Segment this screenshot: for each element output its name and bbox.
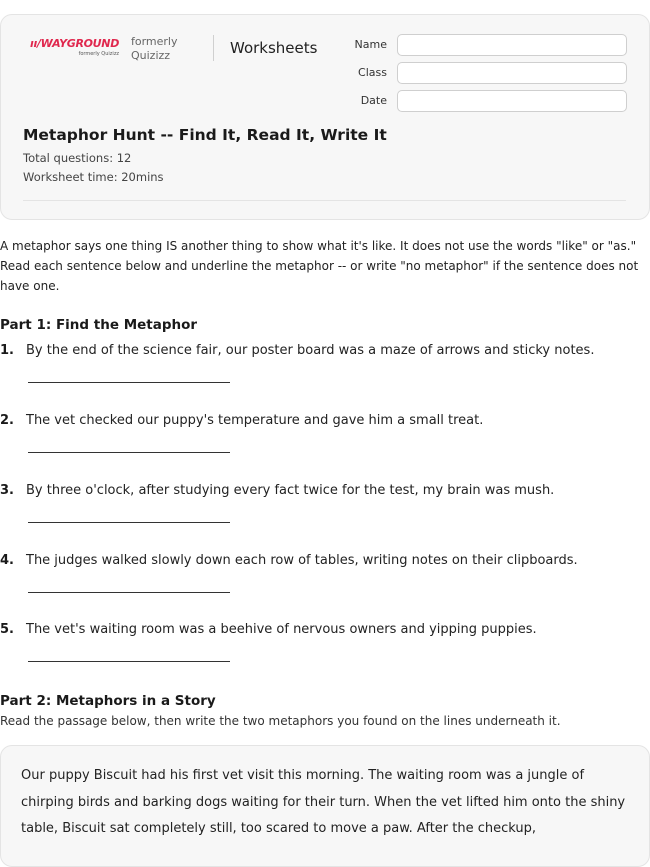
class-field[interactable] [397,62,627,84]
date-label: Date [360,94,387,107]
story-passage: Our puppy Biscuit had his first vet visit this morning. The waiting room was a jungle of chirping birds and barking dogs waiting for their turn. When the vet lifted him onto the shiny table, Biscuit sat completely still, too scared to move a paw. After the checkup, [21,768,626,836]
answer-line[interactable] [28,452,230,453]
question-number: 4. [0,553,14,568]
worksheets-label: Worksheets [230,39,318,57]
part1-title: Part 1: Find the Metaphor [0,317,198,333]
total-questions: Total questions: 12 [23,151,132,165]
name-label: Name [354,38,387,51]
header-divider-line [23,200,626,201]
question-text: The vet checked our puppy's temperature and gave him a small treat. [26,413,484,428]
answer-line[interactable] [28,382,230,383]
answer-line[interactable] [28,592,230,593]
question-text: By the end of the science fair, our poster board was a maze of arrows and sticky notes. [26,343,595,358]
name-field[interactable] [397,34,627,56]
logo-text: WAYGROUND [40,37,120,50]
question-text: The vet's waiting room was a beehive of nervous owners and yipping puppies. [26,622,537,637]
logo-subtext: formerly Quizizz [78,51,120,57]
answer-line[interactable] [28,522,230,523]
question-text: By three o'clock, after studying every fact twice for the test, my brain was mush. [26,483,555,498]
worksheet-title: Metaphor Hunt -- Find It, Read It, Write It [23,126,387,144]
question-number: 2. [0,413,14,428]
logo-mark-icon: ıı/ [30,37,41,50]
question-number: 5. [0,622,14,637]
answer-line[interactable] [28,661,230,662]
formerly-quizizz-label: formerly Quizizz [131,35,178,62]
class-label: Class [358,66,387,79]
wayground-logo [30,38,119,57]
part2-instruction: Read the passage below, then write the two metaphors you found on the lines underneath it. [0,714,561,728]
date-field[interactable] [397,90,627,112]
intro-paragraph: A metaphor says one thing IS another thing to show what it's like. It does not use the words "like" or "as." Read each sentence below and underline the metaphor -- or write "no metaphor" if the sentence does not have one. [0,239,639,293]
header-divider [213,35,214,61]
question-text: The judges walked slowly down each row of tables, writing notes on their clipboards. [26,553,578,568]
part2-title: Part 2: Metaphors in a Story [0,693,216,709]
worksheet-time: Worksheet time: 20mins [23,170,164,184]
question-number: 3. [0,483,14,498]
question-number: 1. [0,343,14,358]
